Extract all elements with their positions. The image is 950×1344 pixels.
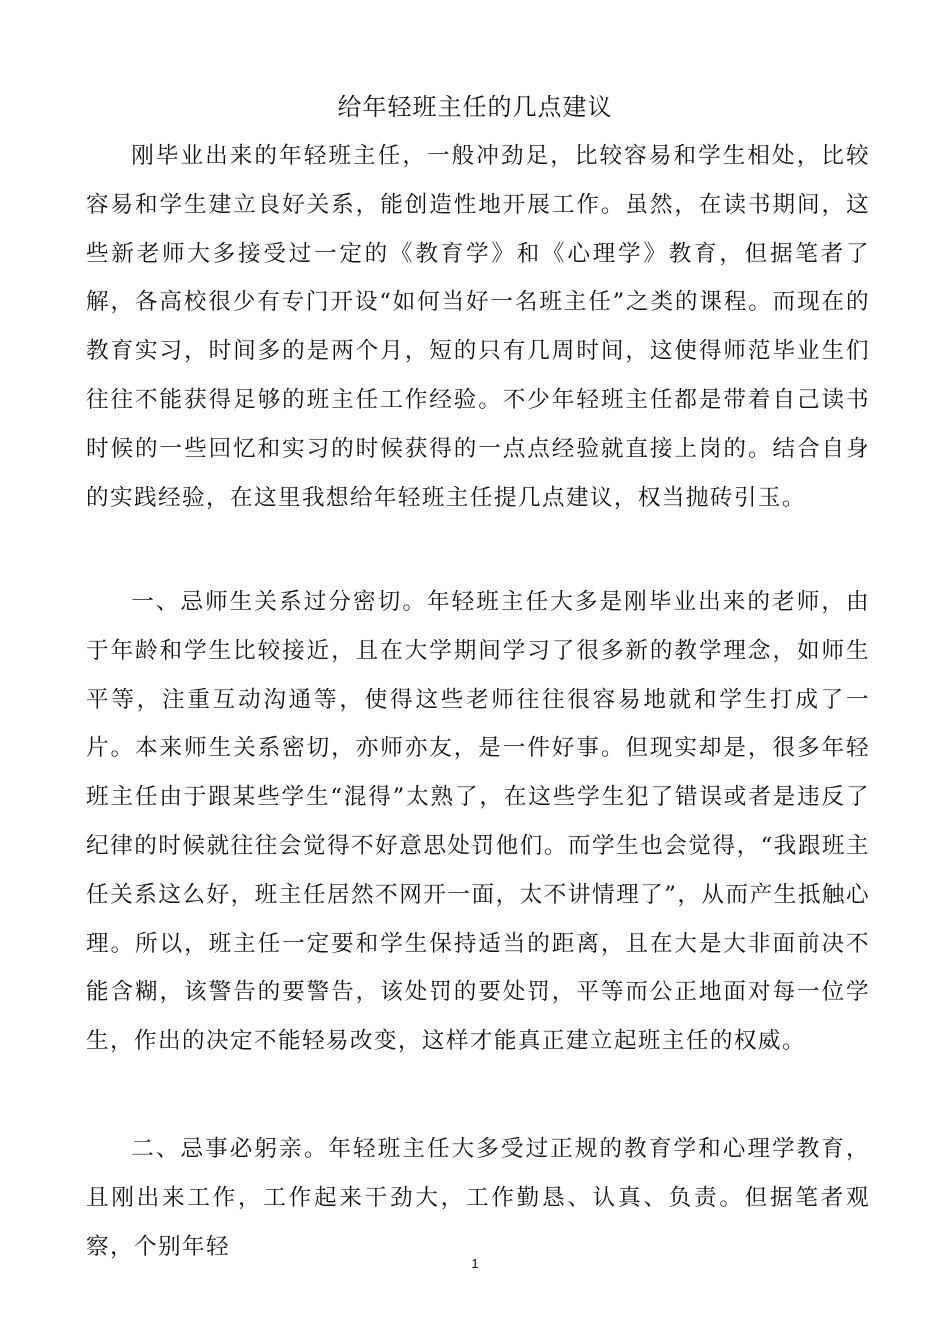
paragraph-introduction: 刚毕业出来的年轻班主任，一般冲劲足，比较容易和学生相处，比较容易和学生建立良好关系，能创造性地开展工作。虽然，在读书期间，这些新老师大多接受过一定的《教育学》和《心理学》教育，但据笔者了解，各高校很少有专门开设“如何当好一名班主任”之类的课程。而现在的教育实习，时间多的是两个月，短的只有几周时间，这使得师范毕业生们往往不能获得足够的班主任工作经验。不少年轻班主任都是带着自己读书时候的一些回忆和实习的时候获得的一点点经验就直接上岗的。结合自身的实践经验，在这里我想给年轻班主任提几点建议，权当抛砖引玉。 <box>86 143 870 511</box>
paragraph-suggestion-2: 二、忌事必躬亲。年轻班主任大多受过正规的教育学和心理学教育，且刚出来工作，工作起来干劲大，工作勤恳、认真、负责。但据笔者观察，个别年轻 <box>86 1136 870 1260</box>
page-number: 1 <box>471 1256 479 1271</box>
document-title: 给年轻班主任的几点建议 <box>337 93 613 121</box>
paragraph-suggestion-1: 一、忌师生关系过分密切。年轻班主任大多是刚毕业出来的老师，由于年龄和学生比较接近，且在大学期间学习了很多新的教学理念，如师生平等，注重互动沟通等，使得这些老师往往很容易地就和学生打成了一片。本来师生关系密切，亦师亦友，是一件好事。但现实却是，很多年轻班主任由于跟某些学生“混得”太熟了，在这些学生犯了错误或者是违反了纪律的时候就往往会觉得不好意思处罚他们。而学生也会觉得，“我跟班主任关系这么好，班主任居然不网开一面，太不讲情理了”，从而产生抵触心理。所以，班主任一定要和学生保持适当的距离，且在大是大非面前决不能含糊，该警告的要警告，该处罚的要处罚，平等而公正地面对每一位学生，作出的决定不能轻易改变，这样才能真正建立起班主任的权威。 <box>86 589 870 1055</box>
